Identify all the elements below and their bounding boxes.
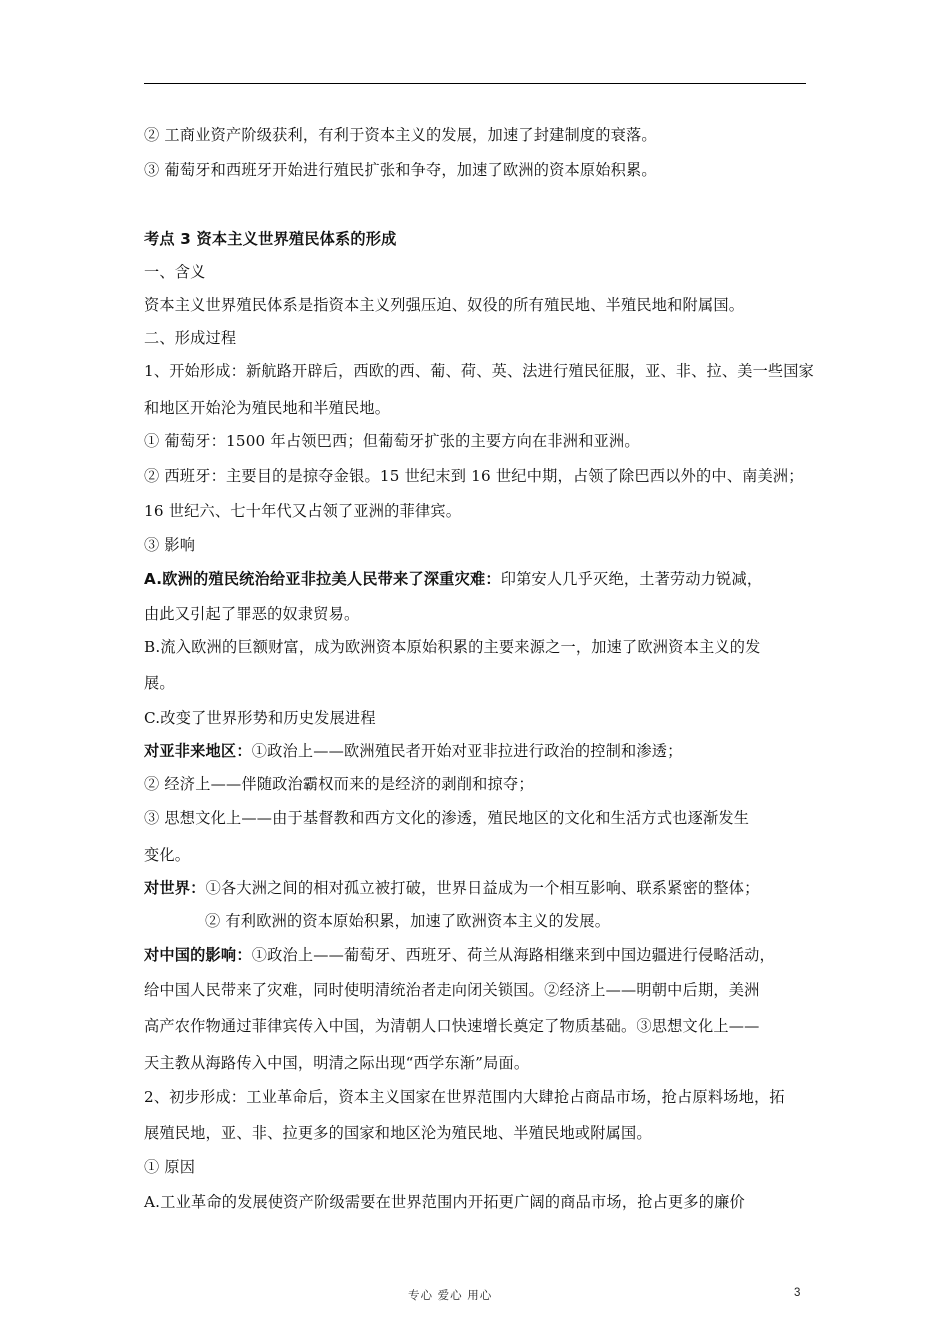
paragraph-line: 1、开始形成：新航路开辟后，西欧的西、葡、荷、英、法进行殖民征服，亚、非、拉、美一些国家 xyxy=(144,362,814,380)
subheading-process: 二、形成过程 xyxy=(144,329,237,347)
paragraph-line: ③ 思想文化上——由于基督教和西方文化的渗透，殖民地区的文化和生活方式也逐渐发生 xyxy=(144,809,750,827)
paragraph-text: ①各大洲之间的相对孤立被打破，世界日益成为一个相互影响、联系紧密的整体； xyxy=(205,879,760,897)
paragraph-line: ③ 葡萄牙和西班牙开始进行殖民扩张和争夺，加速了欧洲的资本原始积累。 xyxy=(144,161,657,179)
paragraph-line xyxy=(144,878,760,898)
paragraph-text: 印第安人几乎灭绝，土著劳动力锐减， xyxy=(500,570,763,588)
paragraph-line: ② 有利欧洲的资本原始积累，加速了欧洲资本主义的发展。 xyxy=(205,912,611,930)
paragraph-line xyxy=(144,741,683,761)
bold-lead: 对亚非来地区： xyxy=(144,742,252,760)
paragraph-line: B.流入欧洲的巨额财富，成为欧洲资本原始积累的主要来源之一，加速了欧洲资本主义的发 xyxy=(144,638,761,656)
paragraph-line: 资本主义世界殖民体系是指资本主义列强压迫、奴役的所有殖民地、半殖民地和附属国。 xyxy=(144,296,745,314)
subheading-meaning: 一、含义 xyxy=(144,263,206,281)
paragraph-line: 变化。 xyxy=(144,846,191,864)
paragraph-line: 和地区开始沦为殖民地和半殖民地。 xyxy=(144,399,391,417)
page-number: 3 xyxy=(794,1287,801,1299)
footer-text: 专心 爱心 用心 xyxy=(408,1288,493,1302)
bold-lead: 对世界： xyxy=(144,879,206,897)
paragraph-line: 给中国人民带来了灾难，同时使明清统治者走向闭关锁国。②经济上——明朝中后期，美洲 xyxy=(144,981,760,999)
paragraph-line: ① 原因 xyxy=(144,1158,196,1176)
paragraph-line xyxy=(144,945,775,965)
bold-lead: 对中国的影响： xyxy=(144,946,252,964)
paragraph-line: ③ 影响 xyxy=(144,536,196,554)
paragraph-line: 展殖民地，亚、非、拉更多的国家和地区沦为殖民地、半殖民地或附属国。 xyxy=(144,1124,652,1142)
paragraph-line: 高产农作物通过菲律宾传入中国，为清朝人口快速增长奠定了物质基础。③思想文化上—— xyxy=(144,1017,760,1035)
paragraph-line: 2、初步形成：工业革命后，资本主义国家在世界范围内大肆抢占商品市场，抢占原料场地，拓 xyxy=(144,1088,785,1106)
paragraph-line: C.改变了世界形势和历史发展进程 xyxy=(144,709,376,727)
header-rule xyxy=(144,83,806,84)
paragraph-line: 16 世纪六、七十年代又占领了亚洲的菲律宾。 xyxy=(144,502,462,520)
paragraph-line xyxy=(144,569,762,589)
paragraph-text: ①政治上——欧洲殖民者开始对亚非拉进行政治的控制和渗透； xyxy=(251,742,683,760)
section-heading: 考点 3 资本主义世界殖民体系的形成 xyxy=(144,230,397,248)
paragraph-line: ② 西班牙：主要目的是掠夺金银。15 世纪末到 16 世纪中期，占领了除巴西以外的中、南美洲； xyxy=(144,467,804,485)
paragraph-line: ① 葡萄牙：1500 年占领巴西；但葡萄牙扩张的主要方向在非洲和亚洲。 xyxy=(144,432,640,450)
paragraph-line: 天主教从海路传入中国，明清之际出现“西学东渐”局面。 xyxy=(144,1054,530,1072)
paragraph-text: ①政治上——葡萄牙、西班牙、荷兰从海路相继来到中国边疆进行侵略活动， xyxy=(251,946,775,964)
paragraph-line: ② 经济上——伴随政治霸权而来的是经济的剥削和掠夺； xyxy=(144,775,534,793)
paragraph-line: 由此又引起了罪恶的奴隶贸易。 xyxy=(144,605,360,623)
bold-lead: A.欧洲的殖民统治给亚非拉美人民带来了深重灾难： xyxy=(144,570,501,588)
paragraph-line: 展。 xyxy=(144,674,175,692)
paragraph-line: A.工业革命的发展使资产阶级需要在世界范围内开拓更广阔的商品市场，抢占更多的廉价 xyxy=(144,1193,745,1211)
paragraph-line: ② 工商业资产阶级获利，有利于资本主义的发展，加速了封建制度的衰落。 xyxy=(144,126,657,144)
